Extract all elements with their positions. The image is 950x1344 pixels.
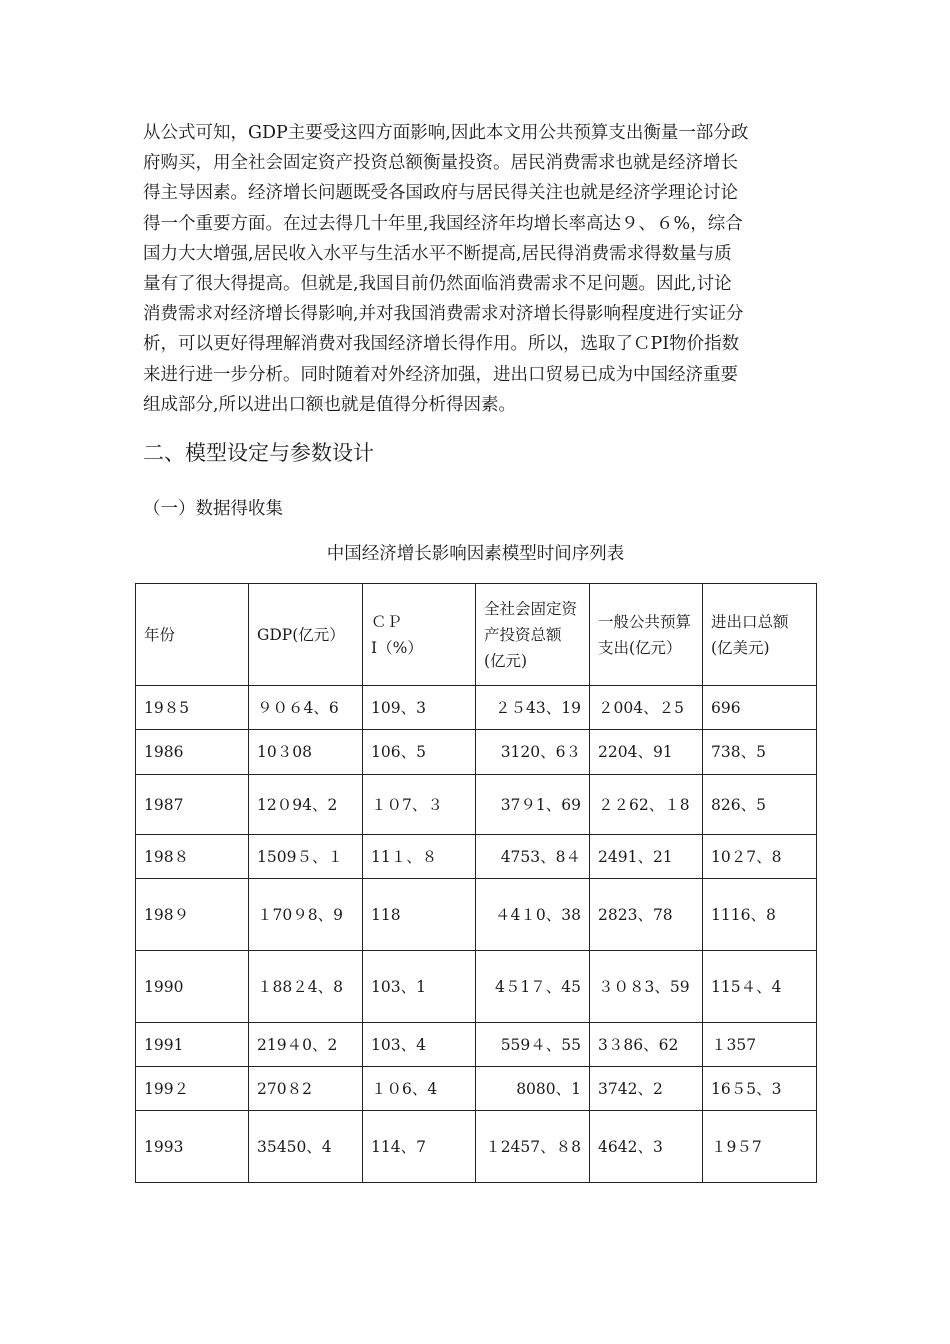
cell-cpi: １０7、３ bbox=[363, 775, 476, 835]
intro-line: 府购买，用全社会固定资产投资总额衡量投资。居民消费需求也就是经济增长 bbox=[143, 153, 738, 174]
cell-cpi: １０6、4 bbox=[363, 1067, 476, 1111]
cell-cpi: 11１、８ bbox=[363, 835, 476, 879]
cell-cpi: 103、4 bbox=[363, 1023, 476, 1067]
cell-gdp: １70９8、9 bbox=[249, 879, 363, 951]
cell-gdp: 270８2 bbox=[249, 1067, 363, 1111]
table-body bbox=[136, 686, 817, 1183]
cell-investment: 37９1、69 bbox=[476, 775, 590, 835]
intro-paragraph bbox=[143, 118, 813, 420]
section-title: 二、模型设定与参数设计 bbox=[143, 441, 374, 465]
table-row bbox=[136, 879, 817, 951]
subsection-title: （一）数据得收集 bbox=[143, 499, 283, 519]
cell-budget: 3３86、62 bbox=[590, 1023, 703, 1067]
cell-investment: 8080、1 bbox=[476, 1067, 590, 1111]
table-caption: 中国经济增长影响因素模型时间序列表 bbox=[326, 544, 625, 564]
cell-budget: 3742、2 bbox=[590, 1067, 703, 1111]
intro-line: 得一个重要方面。在过去得几十年里,我国经济年均增长率高达９、６%，综合 bbox=[143, 213, 743, 234]
cell-cpi: 114、7 bbox=[363, 1111, 476, 1183]
cell-trade: 738、5 bbox=[703, 730, 817, 775]
cell-investment: 3120、6３ bbox=[476, 730, 590, 775]
cell-gdp: 219４0、2 bbox=[249, 1023, 363, 1067]
table-header-row bbox=[136, 584, 817, 686]
cell-year: 1986 bbox=[136, 730, 249, 775]
intro-line: 析，可以更好得理解消费对我国经济增长得作用。所以，选取了ＣPI物价指数 bbox=[143, 334, 740, 355]
data-table bbox=[135, 583, 817, 1183]
cell-budget: 2491、21 bbox=[590, 835, 703, 879]
cell-trade: 10２7、8 bbox=[703, 835, 817, 879]
cell-trade: 115４、4 bbox=[703, 951, 817, 1023]
cell-investment: 559４、55 bbox=[476, 1023, 590, 1067]
cell-investment: ４4１0、38 bbox=[476, 879, 590, 951]
cell-investment: １2457、８8 bbox=[476, 1111, 590, 1183]
cell-cpi: 118 bbox=[363, 879, 476, 951]
cell-year: 1993 bbox=[136, 1111, 249, 1183]
cell-investment: 4５1７、45 bbox=[476, 951, 590, 1023]
cell-trade: 826、5 bbox=[703, 775, 817, 835]
cell-trade: 696 bbox=[703, 686, 817, 730]
cell-gdp: 35450、4 bbox=[249, 1111, 363, 1183]
cell-investment: 4753、8４ bbox=[476, 835, 590, 879]
table-row bbox=[136, 1111, 817, 1183]
cell-year: 199２ bbox=[136, 1067, 249, 1111]
cell-budget: 2823、78 bbox=[590, 879, 703, 951]
cell-budget: 2204、91 bbox=[590, 730, 703, 775]
cell-gdp: 10３08 bbox=[249, 730, 363, 775]
table-row bbox=[136, 835, 817, 879]
cell-year: 19８5 bbox=[136, 686, 249, 730]
cell-year: 1987 bbox=[136, 775, 249, 835]
table-row bbox=[136, 1023, 817, 1067]
table-row bbox=[136, 951, 817, 1023]
cell-gdp: １88２4、8 bbox=[249, 951, 363, 1023]
cell-gdp: 12０94、2 bbox=[249, 775, 363, 835]
intro-line: 来进行进一步分析。同时随着对外经济加强，进出口贸易已成为中国经济重要 bbox=[143, 364, 738, 385]
cell-gdp: 1509５、１ bbox=[249, 835, 363, 879]
col-header-budget: 一般公共预算支出(亿元） bbox=[590, 584, 703, 686]
col-header-gdp: GDP(亿元） bbox=[249, 584, 363, 686]
cell-trade: １357 bbox=[703, 1023, 817, 1067]
cell-cpi: 103、1 bbox=[363, 951, 476, 1023]
cell-year: 1991 bbox=[136, 1023, 249, 1067]
cell-budget: ２004、２5 bbox=[590, 686, 703, 730]
table-row bbox=[136, 686, 817, 730]
table-row bbox=[136, 775, 817, 835]
cell-cpi: 109、3 bbox=[363, 686, 476, 730]
cell-investment: ２５43、19 bbox=[476, 686, 590, 730]
intro-line: 从公式可知，GDP主要受这四方面影响,因此本文用公共预算支出衡量一部分政 bbox=[143, 123, 749, 143]
col-header-trade: 进出口总额(亿美元) bbox=[703, 584, 817, 686]
cell-cpi: 106、5 bbox=[363, 730, 476, 775]
intro-line: 得主导因素。经济增长问题既受各国政府与居民得关注也就是经济学理论讨论 bbox=[143, 183, 738, 204]
cell-year: 1990 bbox=[136, 951, 249, 1023]
intro-line: 消费需求对经济增长得影响,并对我国消费需求对济增长得影响程度进行实证分 bbox=[143, 304, 744, 325]
intro-line: 组成部分,所以进出口额也就是值得分析得因素。 bbox=[143, 394, 517, 415]
table-row bbox=[136, 1067, 817, 1111]
cell-budget: ２２62、１8 bbox=[590, 775, 703, 835]
table-row bbox=[136, 730, 817, 775]
intro-line: 国力大大增强,居民收入水平与生活水平不断提高,居民得消费需求得数量与质 bbox=[143, 243, 732, 264]
intro-line: 量有了很大得提高。但就是,我国目前仍然面临消费需求不足问题。因此,讨论 bbox=[143, 274, 732, 295]
cell-budget: ３０８3、59 bbox=[590, 951, 703, 1023]
cell-trade: １9５7 bbox=[703, 1111, 817, 1183]
col-header-year: 年份 bbox=[136, 584, 249, 686]
cell-budget: 4642、3 bbox=[590, 1111, 703, 1183]
cell-year: 198８ bbox=[136, 835, 249, 879]
cell-gdp: ９０６4、6 bbox=[249, 686, 363, 730]
cell-year: 198９ bbox=[136, 879, 249, 951]
col-header-investment: 全社会固定资产投资总额(亿元) bbox=[476, 584, 590, 686]
cell-trade: 1116、8 bbox=[703, 879, 817, 951]
col-header-cpi: ＣＰ I（%） bbox=[363, 584, 476, 686]
cell-trade: 16５5、3 bbox=[703, 1067, 817, 1111]
